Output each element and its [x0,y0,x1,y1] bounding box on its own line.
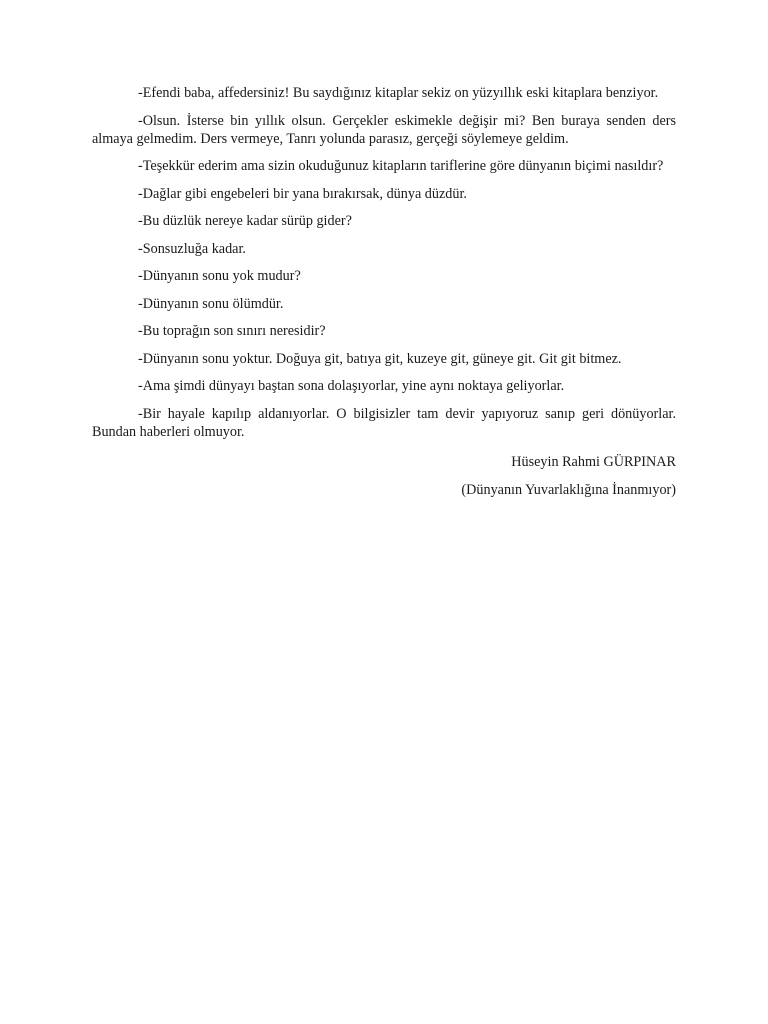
dialogue-paragraph-4: -Dağlar gibi engebeleri bir yana bırakırsak, dünya düzdür. [138,185,467,202]
dialogue-paragraph-6: -Sonsuzluğa kadar. [138,240,246,257]
author-name: Hüseyin Rahmi GÜRPINAR [511,453,676,470]
dialogue-paragraph-7: -Dünyanın sonu yok mudur? [138,268,301,284]
dialogue-paragraph-10: -Dünyanın sonu yoktur. Doğuya git, batıya git, kuzeye git, güneye git. Git git bitmez. [138,350,622,367]
dialogue-paragraph-12: -Bir hayale kapılıp aldanıyorlar. O bilgisizler tam devir yapıyoruz sanıp geri dönüyorlar. Bundan haberleri olmuyor. [92,405,676,440]
source-title: (Dünyanın Yuvarlaklığına İnanmıyor) [461,481,676,498]
dialogue-paragraph-9: -Bu toprağın son sınırı neresidir? [138,323,326,339]
dialogue-paragraph-8: -Dünyanın sonu ölümdür. [138,295,284,312]
dialogue-paragraph-1: -Efendi baba, affedersiniz! Bu saydığınız kitaplar sekiz on yüzyıllık eski kitaplara benziyor. [138,85,659,101]
dialogue-paragraph-11: -Ama şimdi dünyayı baştan sona dolaşıyorlar, yine aynı noktaya geliyorlar. [138,378,565,394]
dialogue-paragraph-5: -Bu düzlük nereye kadar sürüp gider? [138,213,352,229]
dialogue-paragraph-2: -Olsun. İsterse bin yıllık olsun. Gerçekler eskimekle değişir mi? Ben buraya senden ders almaya gelmedim. Ders vermeye, Tanrı yolunda parasız, gerçeği söylemeye geldim. [92,112,676,147]
dialogue-paragraph-3: -Teşekkür ederim ama sizin okuduğunuz kitapların tariflerine göre dünyanın biçimi nasıldır? [138,158,664,174]
dialogue-text-block [92,84,676,499]
